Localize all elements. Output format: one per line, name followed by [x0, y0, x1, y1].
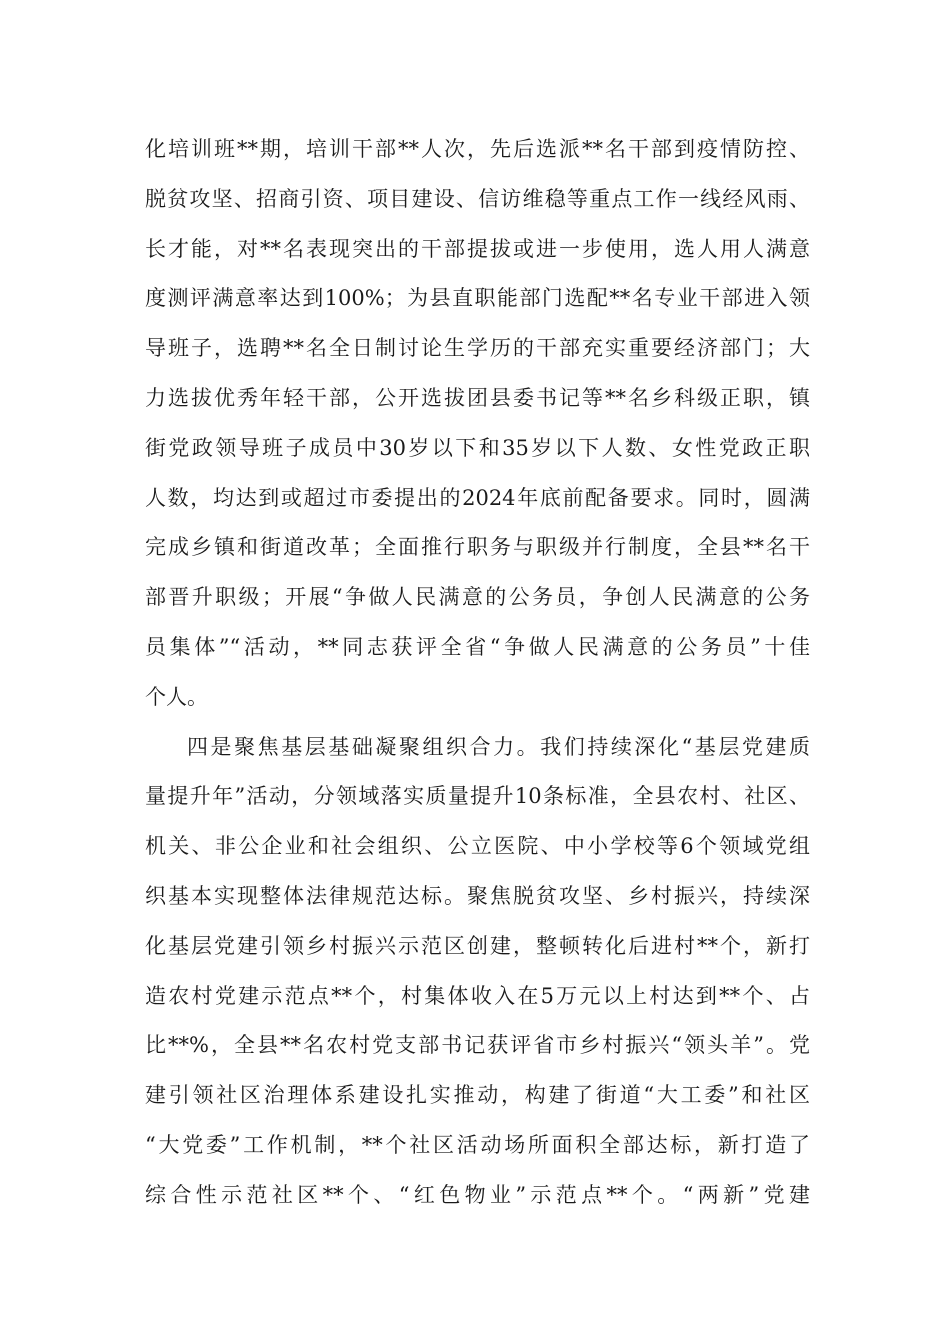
- text-line: 比**%，全县**名农村党支部书记获评省市乡村振兴“领头羊”。党: [145, 1033, 810, 1058]
- text-line: 长才能，对**名表现突出的干部提拔或进一步使用，选人用人满意: [145, 236, 810, 261]
- text-line: 综合性示范社区**个、“红色物业”示范点**个。“两新”党建: [145, 1182, 810, 1207]
- text-line: “大党委”工作机制，**个社区活动场所面积全部达标，新打造了: [145, 1132, 810, 1157]
- text-line: 机关、非公企业和社会组织、公立医院、中小学校等6个领域党组: [145, 834, 810, 859]
- text-line: 造农村党建示范点**个，村集体收入在5万元以上村达到**个、占: [145, 983, 810, 1008]
- text-line: 部晋升职级；开展“争做人民满意的公务员，争创人民满意的公务: [145, 585, 810, 610]
- text-line: 脱贫攻坚、招商引资、项目建设、信访维稳等重点工作一线经风雨、: [145, 186, 810, 211]
- text-line: 人数，均达到或超过市委提出的2024年底前配备要求。同时，圆满: [145, 485, 810, 510]
- text-line: 街党政领导班子成员中30岁以下和35岁以下人数、女性党政正职: [145, 435, 810, 460]
- text-line: 四是聚焦基层基础凝聚组织合力。我们持续深化“基层党建质: [187, 734, 810, 759]
- text-line: 织基本实现整体法律规范达标。聚焦脱贫攻坚、乡村振兴，持续深: [145, 883, 810, 908]
- text-line: 化培训班**期，培训干部**人次，先后选派**名干部到疫情防控、: [145, 137, 810, 161]
- text-line: 完成乡镇和街道改革；全面推行职务与职级并行制度，全县**名干: [145, 535, 810, 560]
- text-line: 量提升年”活动，分领域落实质量提升10条标准，全县农村、社区、: [145, 784, 810, 809]
- text-line: 力选拔优秀年轻干部，公开选拔团县委书记等**名乡科级正职，镇: [145, 385, 810, 410]
- text-line: 员集体”“活动，**同志获评全省“争做人民满意的公务员”十佳: [145, 634, 810, 659]
- document-body: [145, 125, 810, 1221]
- text-line: 导班子，选聘**名全日制讨论生学历的干部充实重要经济部门；大: [145, 336, 810, 361]
- text-line: 个人。: [145, 684, 208, 709]
- text-line: 化基层党建引领乡村振兴示范区创建，整顿转化后进村**个，新打: [145, 933, 810, 958]
- text-line: 度测评满意率达到100%；为县直职能部门选配**名专业干部进入领: [145, 286, 810, 311]
- text-line: 建引领社区治理体系建设扎实推动，构建了街道“大工委”和社区: [145, 1083, 810, 1108]
- paragraph-1: [145, 125, 810, 723]
- paragraph-2: [145, 723, 810, 1221]
